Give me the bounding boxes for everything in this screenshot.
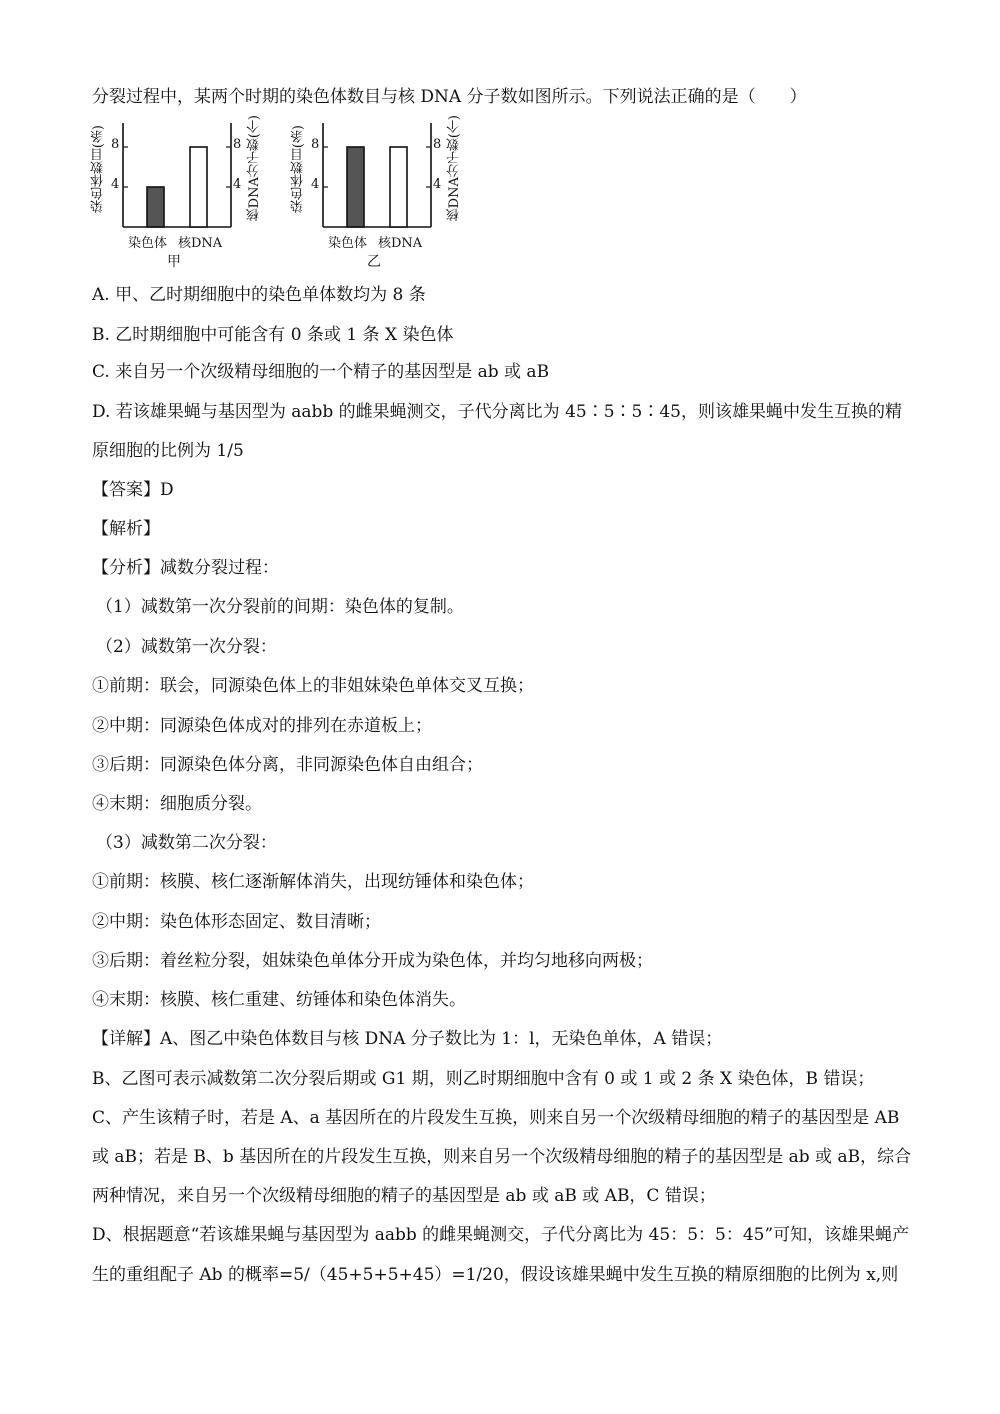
option-b: B. 乙时期细胞中可能含有 0 条或 1 条 X 染色体 [92,325,454,345]
chart-jia-plot [92,115,292,275]
chart-jia-right-ylabel: 核DNA分子数(个) [247,115,262,222]
answer-label: 【答案】D [92,480,174,500]
chart-yi-left-tick-4: 4 [311,177,320,192]
chart-jia-right-tick-8: 8 [233,137,242,152]
detail-line: 两种情况，来自另一个次级精母细胞的精子的基因型是 ab 或 aB 或 AB，C 错误； [92,1186,716,1206]
bar-chromosome [347,147,364,227]
chart-yi-left-ylabel: 染色体数目(条) [291,125,306,214]
analysis-line: ②中期：染色体形态固定、数目清晰； [92,912,381,932]
detail-line: 【详解】A、图乙中染色体数目与核 DNA 分子数比为 1：l，无染色单体，A 错误； [92,1029,723,1049]
detail-line: C、产生该精子时，若是 A、a 基因所在的片段发生互换，则来自另一个次级精母细胞的精子的基因型是 AB [92,1108,900,1128]
chart-yi-title: 乙 [367,254,381,270]
option-d-continued: 原细胞的比例为 1/5 [92,441,244,461]
chart-jia-title: 甲 [167,254,181,270]
chart-jia-category-chromosome: 染色体 [128,236,168,251]
analysis-line: ②中期：同源染色体成对的排列在赤道板上； [92,716,432,736]
chart-jia-left-ylabel: 染色体数目(条) [91,125,106,214]
chart-yi-plot [292,115,492,275]
chart-yi-right-ylabel: 核DNA分子数(个) [447,115,462,222]
chart-jia-right-tick-4: 4 [233,177,242,192]
question-stem: 分裂过程中，某两个时期的染色体数目与核 DNA 分子数如图所示。下列说法正确的是（ ） [92,87,807,107]
detail-line: B、乙图可表示减数第二次分裂后期或 G1 期，则乙时期细胞中含有 0 或 1 或 2 条 X 染色体，B 错误； [92,1069,875,1089]
analysis-line: （3）减数第二次分裂： [96,833,277,853]
analysis-line: ①前期：核膜、核仁逐渐解体消失，出现纺锤体和染色体； [92,872,534,892]
option-a: A. 甲、乙时期细胞中的染色单体数均为 8 条 [92,285,426,305]
detail-line: 生的重组配子 Ab 的概率=5/（45+5+5+45）=1/20，假设该雄果蝇中发生互换的精原细胞的比例为 x,则 [92,1265,899,1285]
chart-jia [92,115,292,275]
chart-yi-left-tick-8: 8 [311,137,320,152]
analysis-line: ④末期：细胞质分裂。 [92,794,262,814]
detail-line: D、根据题意“若该雄果蝇与基因型为 aabb 的雌果蝇测交，子代分离比为 45：5：5：45”可知，该雄果蝇产 [92,1225,910,1245]
analysis-line: （2）减数第一次分裂： [96,637,277,657]
analysis-line: （1）减数第一次分裂前的间期：染色体的复制。 [96,597,464,617]
analysis-label: 【解析】 [92,519,160,539]
chart-yi-category-chromosome: 染色体 [328,236,368,251]
chart-yi-right-tick-8: 8 [433,137,442,152]
option-c: C. 来自另一个次级精母细胞的一个精子的基因型是 ab 或 aB [92,362,550,382]
chart-yi-right-tick-4: 4 [433,177,442,192]
bar-dna [390,147,407,227]
analysis-line: ③后期：同源染色体分离，非同源染色体自由组合； [92,755,483,775]
analysis-line: ①前期：联会，同源染色体上的非姐妹染色单体交叉互换； [92,676,534,696]
chart-yi [292,115,492,275]
bar-dna [190,147,207,227]
chart-jia-left-tick-4: 4 [111,177,120,192]
analysis-line: ④末期：核膜、核仁重建、纺锤体和染色体消失。 [92,990,466,1010]
analysis-line: ③后期：着丝粒分裂，姐妹染色单体分开成为染色体，并均匀地移向两极； [92,951,653,971]
analysis-line: 【分析】减数分裂过程： [92,558,279,578]
bar-chromosome [147,187,164,227]
option-d: D. 若该雄果蝇与基因型为 aabb 的雌果蝇测交，子代分离比为 45∶5∶5∶45，则该雄果蝇中发生互换的精 [92,402,902,422]
chart-jia-left-tick-8: 8 [111,137,120,152]
detail-line: 或 aB；若是 B、b 基因所在的片段发生互换，则来自另一个次级精母细胞的精子的基因型是 ab 或 aB，综合 [92,1147,912,1167]
chart-yi-category-dna: 核DNA [378,236,423,251]
chart-jia-category-dna: 核DNA [178,236,223,251]
